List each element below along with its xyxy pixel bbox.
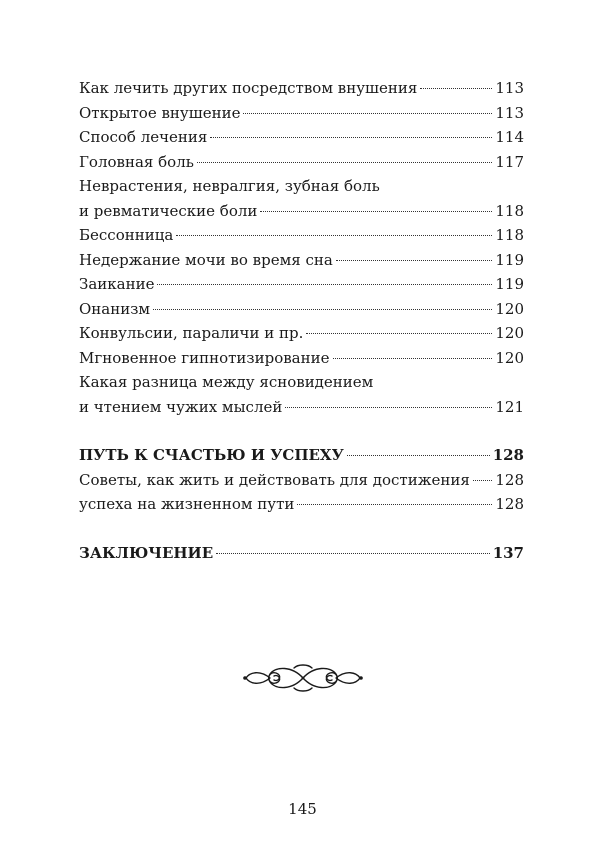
toc-entry [79,199,524,224]
toc-entry-title: и ревматические боли [79,201,258,220]
section-title: ПУТЬ К СЧАСТЬЮ И УСПЕХУ [79,446,344,464]
page-number: 145 [288,800,317,818]
toc-entry [79,223,524,248]
table-of-contents [79,76,524,565]
toc-entry [79,321,524,346]
toc-entry-title: Недержание мочи во время сна [79,250,333,269]
toc-section-heading [79,443,524,468]
toc-entry-title-line: Какая разница между ясновидением [79,373,374,391]
toc-entry-title: Как лечить других посредством внушения [79,79,418,97]
toc-entry-title: Головная боль [79,152,194,171]
toc-entry [79,125,524,150]
leader-dots [197,162,492,163]
toc-entry-page: 119 [495,275,524,293]
toc-entry-title: Бессонница [79,226,174,244]
toc-entry [79,395,524,420]
toc-entry [79,272,524,297]
toc-entry-page: 118 [495,201,524,220]
leader-dots [260,211,492,212]
section-page: 128 [492,446,524,464]
leader-dots [153,309,492,310]
section-page: 137 [492,543,524,562]
toc-entry-page: 121 [495,397,524,416]
toc-entry-title: Советы, как жить и действовать для достижения [79,470,470,489]
leader-dots [420,88,492,89]
toc-entry-page: 113 [495,103,524,122]
toc-entry-page: 117 [495,152,524,171]
toc-entry-title: успеха на жизненном пути [79,495,295,513]
toc-entry-page: 120 [495,324,524,342]
leader-dots [347,455,490,456]
flourish-ornament-icon [242,660,364,696]
leader-dots [473,480,493,481]
toc-entry [79,101,524,126]
toc-entry-page: 128 [495,495,524,513]
leader-dots [336,260,493,261]
toc-entry-page: 113 [495,79,524,97]
toc-entry [79,76,524,101]
toc-entry [79,248,524,273]
toc-entry [79,346,524,371]
toc-entry-title: Конвульсии, параличи и пр. [79,324,304,342]
leader-dots [285,407,492,408]
toc-entry-page: 120 [495,299,524,318]
toc-entry-title: и чтением чужих мыслей [79,397,283,416]
toc-entry-title: Открытое внушение [79,103,241,122]
toc-entry [79,297,524,322]
leader-dots [176,235,492,236]
toc-entry-title-line: Неврастения, невралгия, зубная боль [79,177,380,195]
spacer [79,419,524,443]
leader-dots [216,553,490,554]
section-title: ЗАКЛЮЧЕНИЕ [79,543,214,562]
toc-entry [79,468,524,493]
toc-entry-title: Мгновенное гипнотизирование [79,348,330,367]
leader-dots [243,113,492,114]
leader-dots [210,137,492,138]
toc-entry-page: 114 [495,128,524,146]
spacer [79,517,524,541]
leader-dots [157,284,492,285]
toc-entry [79,492,524,517]
leader-dots [297,504,492,505]
toc-entry-page: 119 [495,250,524,269]
toc-entry-page: 120 [495,348,524,367]
toc-entry-page: 128 [495,470,524,489]
toc-entry [79,150,524,175]
toc-entry-title: Заикание [79,275,155,293]
toc-entry-title: Способ лечения [79,128,208,146]
toc-entry-page: 118 [495,226,524,244]
leader-dots [333,358,493,359]
toc-section-heading [79,541,524,566]
toc-entry-title: Онанизм [79,299,151,318]
leader-dots [306,333,492,334]
